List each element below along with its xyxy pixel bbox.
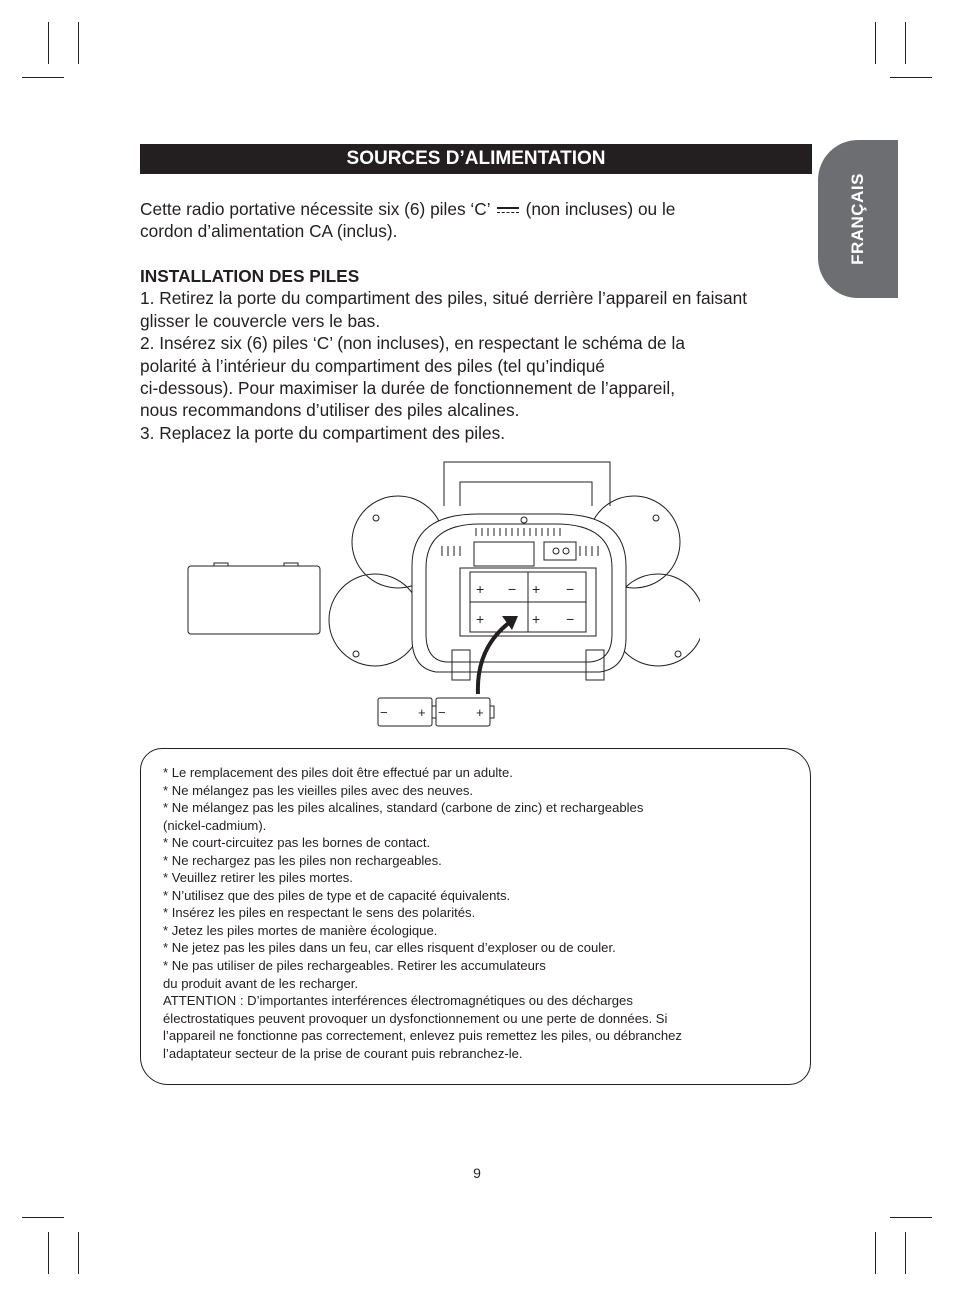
install-line: ci-dessous). Pour maximiser la durée de fonctionnement de l’appareil,	[140, 378, 676, 399]
plus-sign: +	[532, 581, 541, 597]
intro-line-2: cordon d’alimentation CA (inclus).	[140, 221, 398, 242]
battery-door-illustration	[188, 563, 320, 634]
note-line: * Veuillez retirer les piles mortes.	[163, 870, 353, 886]
install-line: 3. Replacez la porte du compartiment des piles.	[140, 422, 506, 443]
install-line: 2. Insérez six (6) piles ‘C’ (non incluses), en respectant le schéma de la	[140, 333, 685, 354]
note-line: * N’utilisez que des piles de type et de capacité équivalents.	[163, 887, 511, 903]
minus-sign: −	[508, 581, 517, 597]
install-line: 1. Retirez la porte du compartiment des piles, situé derrière l’appareil en faisant	[140, 288, 748, 309]
minus-sign: −	[380, 705, 388, 720]
intro-line-1-end: (non incluses) ou le	[525, 199, 676, 219]
safety-notes	[163, 764, 682, 1062]
minus-sign: −	[438, 705, 446, 720]
note-line: ATTENTION : D’importantes interférences électromagnétiques ou des décharges	[163, 993, 633, 1009]
note-line: * Ne court-circuitez pas les bornes de contact.	[163, 835, 431, 851]
note-line: du produit avant de les recharger.	[163, 975, 359, 991]
note-line: * Ne mélangez pas les piles alcalines, standard (carbone de zinc) et rechargeables	[163, 800, 644, 816]
install-heading: INSTALLATION DES PILES	[140, 266, 360, 286]
plus-sign: +	[532, 611, 541, 627]
radio-back-illustration	[329, 462, 700, 680]
language-tab	[818, 140, 898, 298]
note-line: (nickel-cadmium).	[163, 817, 267, 833]
note-line: l’adaptateur secteur de la prise de courant puis rebranchez-le.	[163, 1045, 523, 1061]
note-line: * Ne rechargez pas les piles non rechargeables.	[163, 852, 442, 868]
intro-paragraph	[140, 198, 675, 243]
language-tab-label: FRANÇAIS	[848, 173, 867, 265]
note-line: * Ne mélangez pas les vieilles piles avec des neuves.	[163, 782, 474, 798]
install-line: polarité à l’intérieur du compartiment des piles (tel qu’indiqué	[140, 355, 605, 376]
install-line: glisser le couvercle vers le bas.	[140, 310, 381, 331]
note-line: * Le remplacement des piles doit être effectué par un adulte.	[163, 765, 513, 780]
minus-sign: −	[566, 611, 575, 627]
plus-sign: +	[418, 705, 426, 720]
intro-line-1	[140, 198, 675, 220]
note-line: l’appareil ne fonctionne pas correctement, enlevez puis remettez les piles, ou débranchez	[163, 1028, 682, 1044]
section-title: SOURCES D’ALIMENTATION	[140, 144, 812, 174]
dc-symbol-icon	[497, 205, 519, 215]
install-line: nous recommandons d’utiliser des piles alcalines.	[140, 400, 520, 421]
note-line: * Jetez les piles mortes de manière écologique.	[163, 922, 438, 938]
battery-installation-illustration	[180, 458, 700, 734]
note-line: électrostatiques peuvent provoquer un dysfonctionnement ou une perte de données. Si	[163, 1010, 668, 1026]
note-line: * Ne pas utiliser de piles rechargeables. Retirer les accumulateurs	[163, 958, 546, 974]
install-section	[140, 265, 747, 444]
c-batteries-illustration	[378, 698, 494, 726]
note-line: * Insérez les piles en respectant le sens des polarités.	[163, 905, 476, 921]
note-line: * Ne jetez pas les piles dans un feu, car elles risquent d’exploser ou de couler.	[163, 940, 616, 956]
plus-sign: +	[476, 705, 484, 720]
intro-line-1-start: Cette radio portative nécessite six (6) piles ‘C’	[140, 199, 490, 219]
minus-sign: −	[566, 581, 575, 597]
plus-sign: +	[476, 581, 485, 597]
page-number: 9	[473, 1165, 481, 1181]
plus-sign: +	[476, 611, 485, 627]
